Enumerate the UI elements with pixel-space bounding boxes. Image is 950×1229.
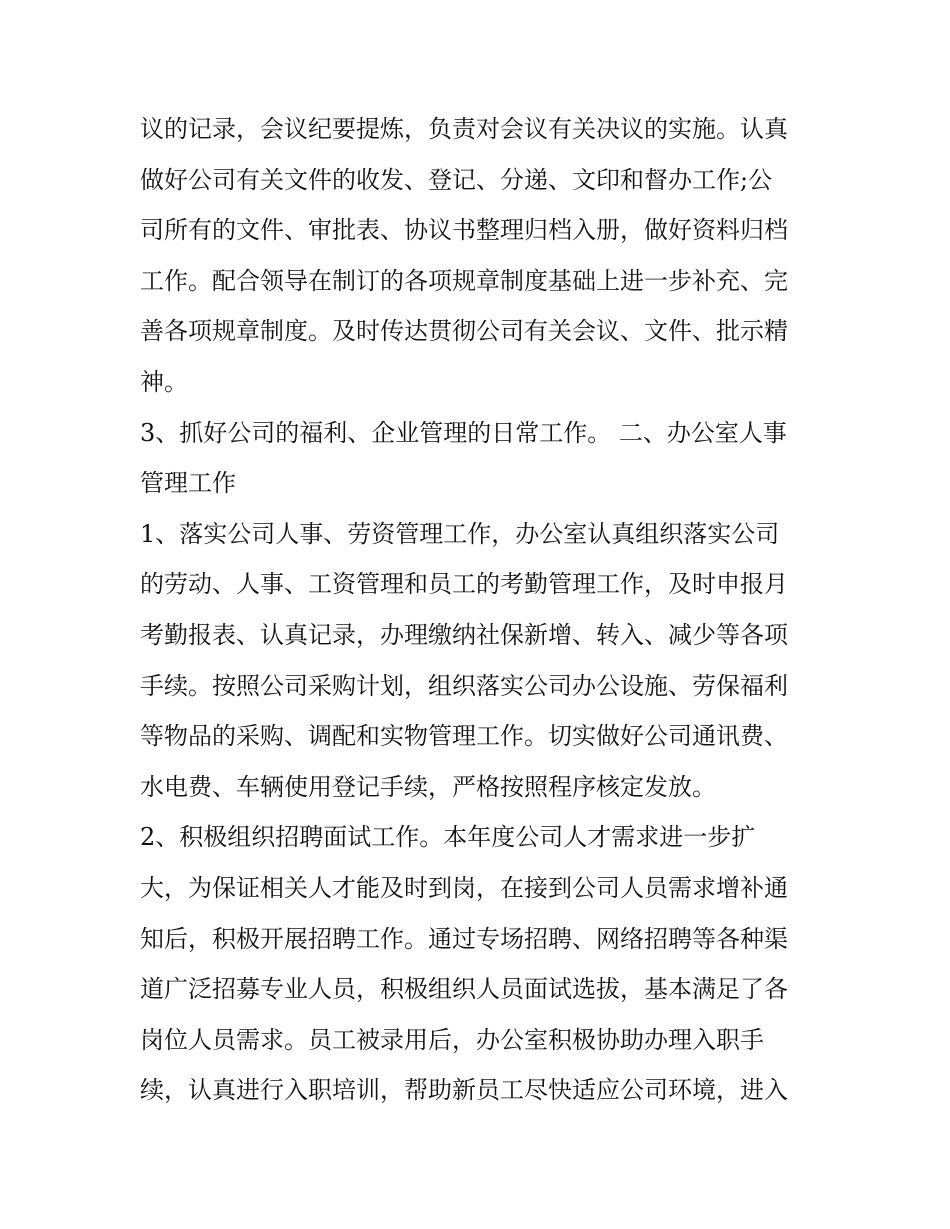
- text-line: 岗位人员需求。员工被录用后，办公室积极协助办理入职手: [140, 1025, 764, 1054]
- text-line: 1、落实公司人事、劳资管理工作，办公室认真组织落实公司: [140, 519, 780, 548]
- text-line: 司所有的文件、审批表、协议书整理归档入册，做好资料归档: [140, 216, 788, 245]
- text-line: 考勤报表、认真记录，办理缴纳社保新增、转入、减少等各项: [140, 620, 788, 649]
- text-line: 工作。配合领导在制订的各项规章制度基础上进一步补充、完: [140, 266, 788, 295]
- text-line: 的劳动、人事、工资管理和员工的考勤管理工作，及时申报月: [140, 570, 788, 599]
- text-line: 善各项规章制度。及时传达贯彻公司有关会议、文件、批示精: [140, 317, 788, 346]
- text-line: 2、积极组织招聘面试工作。本年度公司人才需求进一步扩: [140, 823, 756, 852]
- text-line: 3、抓好公司的福利、企业管理的日常工作。 二、办公室人事: [140, 418, 787, 447]
- text-line: 议的记录，会议纪要提炼，负责对会议有关决议的实施。认真: [140, 115, 788, 143]
- text-line: 做好公司有关文件的收发、登记、分递、文印和督办工作;公: [140, 165, 773, 194]
- text-line: 道广泛招募专业人员，积极组织人员面试选拔，基本满足了各: [140, 975, 788, 1004]
- text-line: 知后，积极开展招聘工作。通过专场招聘、网络招聘等各种渠: [140, 924, 788, 953]
- document-body: [140, 104, 820, 1116]
- text-line: 神。: [140, 367, 188, 396]
- text-line: 管理工作: [140, 469, 236, 498]
- text-line: 手续。按照公司采购计划，组织落实公司办公设施、劳保福利: [140, 671, 788, 700]
- text-line: 水电费、车辆使用登记手续，严格按照程序核定发放。: [140, 772, 716, 801]
- text-line: 等物品的采购、调配和实物管理工作。切实做好公司通讯费、: [140, 722, 788, 751]
- text-line: 大，为保证相关人才能及时到岗，在接到公司人员需求增补通: [140, 873, 788, 902]
- text-line: 续，认真进行入职培训，帮助新员工尽快适应公司环境，进入: [140, 1076, 788, 1105]
